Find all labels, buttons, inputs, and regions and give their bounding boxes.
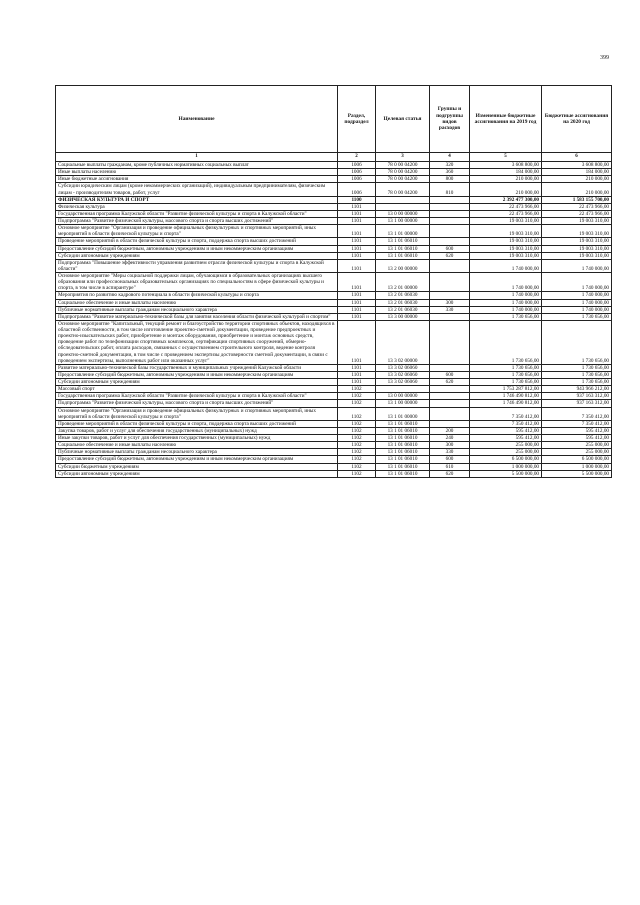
cell-name: Проведение мероприятий в области физической культуры и спорта, поддержка спорта высших достижений <box>56 238 338 245</box>
table-row <box>56 449 612 456</box>
cell-name: Публичные нормативные выплаты гражданам несоциального характера <box>56 306 338 313</box>
cell-section: 1102 <box>338 456 376 463</box>
cell-article: 13 1 01 06010 <box>376 442 430 449</box>
column-number: 1 <box>56 153 338 162</box>
cell-article: 13 1 01 00000 <box>376 225 430 238</box>
cell-group <box>430 407 470 420</box>
cell-2019: 1 746 490 812,00 <box>470 393 542 400</box>
cell-group: 620 <box>430 470 470 477</box>
cell-2019: 1 730 656,00 <box>470 379 542 386</box>
cell-section: 1102 <box>338 386 376 393</box>
cell-article: 13 3 02 06060 <box>376 379 430 386</box>
cell-name: Развитие материально-технической базы государственных и муниципальных учреждений Калужской области <box>56 364 338 371</box>
cell-2019: 5 500 000,00 <box>470 470 542 477</box>
cell-article <box>376 196 430 203</box>
cell-section: 1101 <box>338 313 376 320</box>
cell-2020: 7 350 412,00 <box>542 407 612 420</box>
cell-2020: 1 730 656,00 <box>542 371 612 378</box>
cell-article <box>376 203 430 210</box>
cell-2019: 3 608 800,00 <box>470 162 542 169</box>
cell-section: 1101 <box>338 320 376 364</box>
table-row <box>56 456 612 463</box>
cell-article: 13 3 00 00000 <box>376 313 430 320</box>
cell-name: Государственная программа Калужской области "Развитие физической культуры и спорта в Калужской области" <box>56 393 338 400</box>
cell-group: 600 <box>430 245 470 252</box>
cell-2019: 1 730 656,00 <box>470 371 542 378</box>
cell-section: 1102 <box>338 435 376 442</box>
cell-name: Подпрограмма "Развитие физической культуры, массового спорта и спорта высших достижений" <box>56 218 338 225</box>
cell-2019: 1 740 000,00 <box>470 299 542 306</box>
cell-2020: 937 163 312,00 <box>542 400 612 407</box>
header-section: Раздел, подраздел <box>338 86 376 153</box>
cell-name: Основное мероприятие "Организация и проведение официальных физкультурных и спортивных мероприятий, иных мероприятий в области физической культуры и спорта" <box>56 407 338 420</box>
page-number: 399 <box>600 55 609 61</box>
cell-2020: 22 473 966,00 <box>542 210 612 217</box>
cell-2019: 1 730 656,00 <box>470 364 542 371</box>
cell-2020: 7 350 412,00 <box>542 420 612 427</box>
cell-name: Социальное обеспечение и иные выплаты населению <box>56 442 338 449</box>
cell-section: 1101 <box>338 252 376 259</box>
cell-group: 330 <box>430 306 470 313</box>
cell-2020: 255 000,00 <box>542 442 612 449</box>
cell-article: 13 3 02 06060 <box>376 364 430 371</box>
cell-2020: 1 740 000,00 <box>542 299 612 306</box>
table-row <box>56 162 612 169</box>
cell-article: 78 0 00 04200 <box>376 162 430 169</box>
cell-name: Предоставление субсидий бюджетным, автономным учреждениям и иным некоммерческим организациям <box>56 371 338 378</box>
header-changed-2019: Измененные бюджетные ассигнования на 2019 год <box>470 86 542 153</box>
cell-section: 1006 <box>338 183 376 196</box>
cell-2020: 3 608 800,00 <box>542 162 612 169</box>
cell-name: Подпрограмма "Развитие физической культуры, массового спорта и спорта высших достижений" <box>56 400 338 407</box>
column-number-row <box>56 153 612 162</box>
cell-group: 320 <box>430 162 470 169</box>
cell-2019: 1 730 656,00 <box>470 320 542 364</box>
cell-2020: 937 163 312,00 <box>542 393 612 400</box>
cell-name: Мероприятия по развитию кадрового потенциала в области физической культуры и спорта <box>56 292 338 299</box>
cell-2020: 1 583 155 700,00 <box>542 196 612 203</box>
cell-2019: 22 473 966,00 <box>470 210 542 217</box>
cell-2019: 19 003 310,00 <box>470 245 542 252</box>
cell-article: 13 2 01 06030 <box>376 292 430 299</box>
cell-section: 1101 <box>338 225 376 238</box>
cell-2019: 19 003 310,00 <box>470 252 542 259</box>
cell-group <box>430 400 470 407</box>
cell-section: 1006 <box>338 169 376 176</box>
cell-2019: 1 753 287 812,00 <box>470 386 542 393</box>
cell-group: 620 <box>430 379 470 386</box>
cell-name: Предоставление субсидий бюджетным, автономным учреждениям и иным некоммерческим организациям <box>56 245 338 252</box>
table-row <box>56 379 612 386</box>
table-row <box>56 299 612 306</box>
cell-2020: 184 000,00 <box>542 169 612 176</box>
cell-section: 1101 <box>338 238 376 245</box>
cell-name: Подпрограмма "Повышение эффективности управления развитием отрасли физической культуры и спорта в Калужской области" <box>56 259 338 272</box>
table-row <box>56 225 612 238</box>
cell-group: 360 <box>430 169 470 176</box>
column-number: 5 <box>470 153 542 162</box>
cell-article: 13 1 01 06010 <box>376 245 430 252</box>
table-row <box>56 176 612 183</box>
cell-group <box>430 364 470 371</box>
cell-section: 1006 <box>338 176 376 183</box>
cell-group <box>430 273 470 292</box>
column-number: 6 <box>542 153 612 162</box>
cell-section: 1101 <box>338 364 376 371</box>
cell-name: Основное мероприятие "Капитальный, текущий ремонт и благоустройство территории спортивных объектов, находящихся в областной собственности, в том числе изготовление проектно-сметной документации, проведение предпроектных и проектно-изыскательских работ, приобретение и монтаж оборудования, приобретение и монтаж основных средств, проведение работ по телефонизации спортивных комплексов, сертификации спортивных сооружений, обмерно-обследовательских работ, оплата расходов, связанных с осуществлением строительного контроля, ведение контроля проектно-сметной документации, в том числе с проведением экспертизы достоверности сметной документации, в связи с проведением экспертизы, выполненных работ или оказанных услуг" <box>56 320 338 364</box>
cell-section: 1101 <box>338 299 376 306</box>
column-number: 2 <box>338 153 376 162</box>
cell-group <box>430 210 470 217</box>
cell-name: Иные бюджетные ассигнования <box>56 176 338 183</box>
cell-name: Основное мероприятие "Меры социальной поддержки лицам, обучающимся в образовательных организациях высшего образования или профессиональных образовательных организациях по специальностям в сфере физической культуры и спорта, в том числе в аспирантуре" <box>56 273 338 292</box>
cell-name: Публичные нормативные выплаты гражданам несоциального характера <box>56 449 338 456</box>
cell-2020: 19 003 310,00 <box>542 225 612 238</box>
cell-section: 1102 <box>338 449 376 456</box>
cell-name: Субсидии автономным учреждениям <box>56 470 338 477</box>
cell-group <box>430 225 470 238</box>
cell-article <box>376 386 430 393</box>
cell-section: 1102 <box>338 420 376 427</box>
cell-section: 1101 <box>338 273 376 292</box>
cell-article: 13 1 01 06010 <box>376 470 430 477</box>
cell-2019: 210 000,00 <box>470 183 542 196</box>
cell-2020: 1 730 656,00 <box>542 313 612 320</box>
cell-2020: 6 500 000,00 <box>542 456 612 463</box>
cell-2020: 19 003 310,00 <box>542 238 612 245</box>
cell-2019: 184 000,00 <box>470 169 542 176</box>
cell-group: 300 <box>430 299 470 306</box>
cell-2020: 255 000,00 <box>542 449 612 456</box>
table-row <box>56 435 612 442</box>
cell-2020: 1 730 656,00 <box>542 379 612 386</box>
table-row <box>56 386 612 393</box>
cell-group: 620 <box>430 252 470 259</box>
cell-name: Иные выплаты населению <box>56 169 338 176</box>
header-groups: Группы и подгруппы видов расходов <box>430 86 470 153</box>
cell-section: 1101 <box>338 371 376 378</box>
cell-article: 13 1 01 06010 <box>376 238 430 245</box>
cell-section: 1101 <box>338 259 376 272</box>
table-row <box>56 196 612 203</box>
table-row <box>56 364 612 371</box>
table-row <box>56 470 612 477</box>
cell-article: 13 2 01 06030 <box>376 306 430 313</box>
cell-2020: 595 412,00 <box>542 427 612 434</box>
cell-group <box>430 196 470 203</box>
cell-group: 610 <box>430 463 470 470</box>
cell-section: 1101 <box>338 306 376 313</box>
cell-2020: 19 003 310,00 <box>542 252 612 259</box>
cell-group <box>430 218 470 225</box>
cell-name: Государственная программа Калужской области "Развитие физической культуры и спорта в Калужской области" <box>56 210 338 217</box>
table-row <box>56 169 612 176</box>
cell-section: 1101 <box>338 292 376 299</box>
cell-group <box>430 420 470 427</box>
cell-2019: 19 003 310,00 <box>470 238 542 245</box>
cell-2019: 22 473 966,00 <box>470 203 542 210</box>
cell-name: ФИЗИЧЕСКАЯ КУЛЬТУРА И СПОРТ <box>56 196 338 203</box>
cell-name: Субсидии автономным учреждениям <box>56 252 338 259</box>
cell-group <box>430 259 470 272</box>
cell-section: 1101 <box>338 379 376 386</box>
cell-group: 600 <box>430 456 470 463</box>
table-row <box>56 259 612 272</box>
cell-group: 200 <box>430 427 470 434</box>
cell-article: 13 1 00 00000 <box>376 400 430 407</box>
cell-2020: 943 966 212,00 <box>542 386 612 393</box>
header-2020: Бюджетные ассигнования на 2020 год <box>542 86 612 153</box>
cell-article: 78 0 00 04200 <box>376 183 430 196</box>
cell-2019: 1 730 656,00 <box>470 313 542 320</box>
table-row <box>56 407 612 420</box>
cell-section: 1101 <box>338 210 376 217</box>
table-row <box>56 245 612 252</box>
cell-group <box>430 313 470 320</box>
cell-article: 13 2 01 06030 <box>376 299 430 306</box>
cell-2020: 210 000,00 <box>542 183 612 196</box>
cell-article: 13 1 01 06010 <box>376 463 430 470</box>
table-header-row <box>56 86 612 153</box>
cell-article: 13 1 01 06010 <box>376 456 430 463</box>
cell-name: Закупка товаров, работ и услуг для обеспечения государственных (муниципальных) нужд <box>56 427 338 434</box>
cell-article: 13 1 01 06010 <box>376 252 430 259</box>
column-number: 3 <box>376 153 430 162</box>
cell-section: 1102 <box>338 407 376 420</box>
cell-section: 1101 <box>338 218 376 225</box>
cell-section: 1102 <box>338 400 376 407</box>
cell-name: Социальное обеспечение и иные выплаты населению <box>56 299 338 306</box>
cell-name: Физическая культура <box>56 203 338 210</box>
cell-name: Субсидии юридическим лицам (кроме некоммерческих организаций), индивидуальным предпринимателям, физическим лицам - производителям товаров, работ, услуг <box>56 183 338 196</box>
cell-2019: 19 003 310,00 <box>470 218 542 225</box>
cell-article: 13 0 00 00000 <box>376 210 430 217</box>
cell-group: 810 <box>430 183 470 196</box>
table-row <box>56 420 612 427</box>
cell-2020: 1 730 656,00 <box>542 364 612 371</box>
cell-2019: 255 000,00 <box>470 449 542 456</box>
cell-article: 13 2 00 00000 <box>376 259 430 272</box>
table-row <box>56 306 612 313</box>
cell-name: Подпрограмма "Развитие материально-технической базы для занятия населения области физической культурой и спортом" <box>56 313 338 320</box>
cell-section: 1102 <box>338 427 376 434</box>
cell-section: 1102 <box>338 463 376 470</box>
cell-group <box>430 386 470 393</box>
cell-section: 1102 <box>338 393 376 400</box>
cell-name: Социальные выплаты гражданам, кроме публичных нормативных социальных выплат <box>56 162 338 169</box>
cell-name: Предоставление субсидий бюджетным, автономным учреждениям и иным некоммерческим организациям <box>56 456 338 463</box>
cell-article: 78 0 00 04200 <box>376 176 430 183</box>
cell-article: 13 3 02 00000 <box>376 320 430 364</box>
cell-name: Массовый спорт <box>56 386 338 393</box>
table-row <box>56 371 612 378</box>
table-row <box>56 400 612 407</box>
table-row <box>56 427 612 434</box>
cell-group <box>430 292 470 299</box>
table-row <box>56 292 612 299</box>
cell-2020: 1 740 000,00 <box>542 273 612 292</box>
cell-group: 800 <box>430 176 470 183</box>
table-row <box>56 320 612 364</box>
cell-article: 13 1 01 06010 <box>376 420 430 427</box>
cell-article: 13 3 02 06060 <box>376 371 430 378</box>
table-row <box>56 313 612 320</box>
table-row <box>56 203 612 210</box>
cell-2019: 7 350 412,00 <box>470 407 542 420</box>
table-row <box>56 273 612 292</box>
cell-article: 13 1 01 06010 <box>376 435 430 442</box>
cell-group <box>430 393 470 400</box>
cell-section: 1101 <box>338 203 376 210</box>
cell-article: 13 2 01 00000 <box>376 273 430 292</box>
cell-group <box>430 238 470 245</box>
cell-2019: 1 746 490 812,00 <box>470 400 542 407</box>
column-number: 4 <box>430 153 470 162</box>
table-row <box>56 218 612 225</box>
cell-2019: 1 000 000,00 <box>470 463 542 470</box>
cell-2019: 595 412,00 <box>470 427 542 434</box>
cell-name: Субсидии бюджетным учреждениям <box>56 463 338 470</box>
table-row <box>56 442 612 449</box>
cell-group <box>430 320 470 364</box>
cell-2019: 210 000,00 <box>470 176 542 183</box>
cell-2019: 1 740 000,00 <box>470 306 542 313</box>
cell-group: 240 <box>430 435 470 442</box>
cell-name: Иные закупки товаров, работ и услуг для обеспечения государственных (муниципальных) нужд <box>56 435 338 442</box>
cell-2019: 1 740 000,00 <box>470 273 542 292</box>
cell-2020: 22 473 966,00 <box>542 203 612 210</box>
cell-group <box>430 203 470 210</box>
cell-group: 300 <box>430 442 470 449</box>
cell-2019: 7 350 412,00 <box>470 420 542 427</box>
cell-article: 13 0 00 00000 <box>376 393 430 400</box>
cell-section: 1100 <box>338 196 376 203</box>
cell-article: 13 1 01 06010 <box>376 449 430 456</box>
cell-name: Проведение мероприятий в области физической культуры и спорта, поддержка спорта высших достижений <box>56 420 338 427</box>
cell-2019: 19 003 310,00 <box>470 225 542 238</box>
cell-article: 13 1 01 06010 <box>376 427 430 434</box>
cell-2020: 210 000,00 <box>542 176 612 183</box>
table-row <box>56 252 612 259</box>
cell-group: 330 <box>430 449 470 456</box>
cell-2020: 1 740 000,00 <box>542 259 612 272</box>
header-article: Целевая статья <box>376 86 430 153</box>
table-row <box>56 183 612 196</box>
cell-2019: 595 412,00 <box>470 435 542 442</box>
cell-2019: 2 392 477 300,00 <box>470 196 542 203</box>
cell-section: 1006 <box>338 162 376 169</box>
cell-name: Субсидии автономным учреждениям <box>56 379 338 386</box>
cell-2019: 1 740 000,00 <box>470 292 542 299</box>
cell-section: 1102 <box>338 470 376 477</box>
cell-2019: 6 500 000,00 <box>470 456 542 463</box>
table-row <box>56 393 612 400</box>
cell-name: Основное мероприятие "Организация и проведение официальных физкультурных и спортивных мероприятий, иных мероприятий в области физической культуры и спорта" <box>56 225 338 238</box>
table-row <box>56 463 612 470</box>
cell-2020: 1 730 656,00 <box>542 320 612 364</box>
cell-2020: 19 003 310,00 <box>542 218 612 225</box>
cell-2020: 595 412,00 <box>542 435 612 442</box>
budget-table <box>55 85 612 478</box>
cell-2020: 1 740 000,00 <box>542 306 612 313</box>
cell-article: 78 0 00 04200 <box>376 169 430 176</box>
cell-2020: 1 000 000,00 <box>542 463 612 470</box>
cell-2020: 19 003 310,00 <box>542 245 612 252</box>
table-row <box>56 238 612 245</box>
cell-article: 13 1 01 00000 <box>376 407 430 420</box>
cell-2019: 1 740 000,00 <box>470 259 542 272</box>
table-row <box>56 210 612 217</box>
cell-section: 1102 <box>338 442 376 449</box>
cell-2020: 1 740 000,00 <box>542 292 612 299</box>
cell-2019: 255 000,00 <box>470 442 542 449</box>
cell-section: 1101 <box>338 245 376 252</box>
cell-group: 600 <box>430 371 470 378</box>
header-name: Наименование <box>56 86 338 153</box>
cell-2020: 5 500 000,00 <box>542 470 612 477</box>
cell-article: 13 1 00 00000 <box>376 218 430 225</box>
